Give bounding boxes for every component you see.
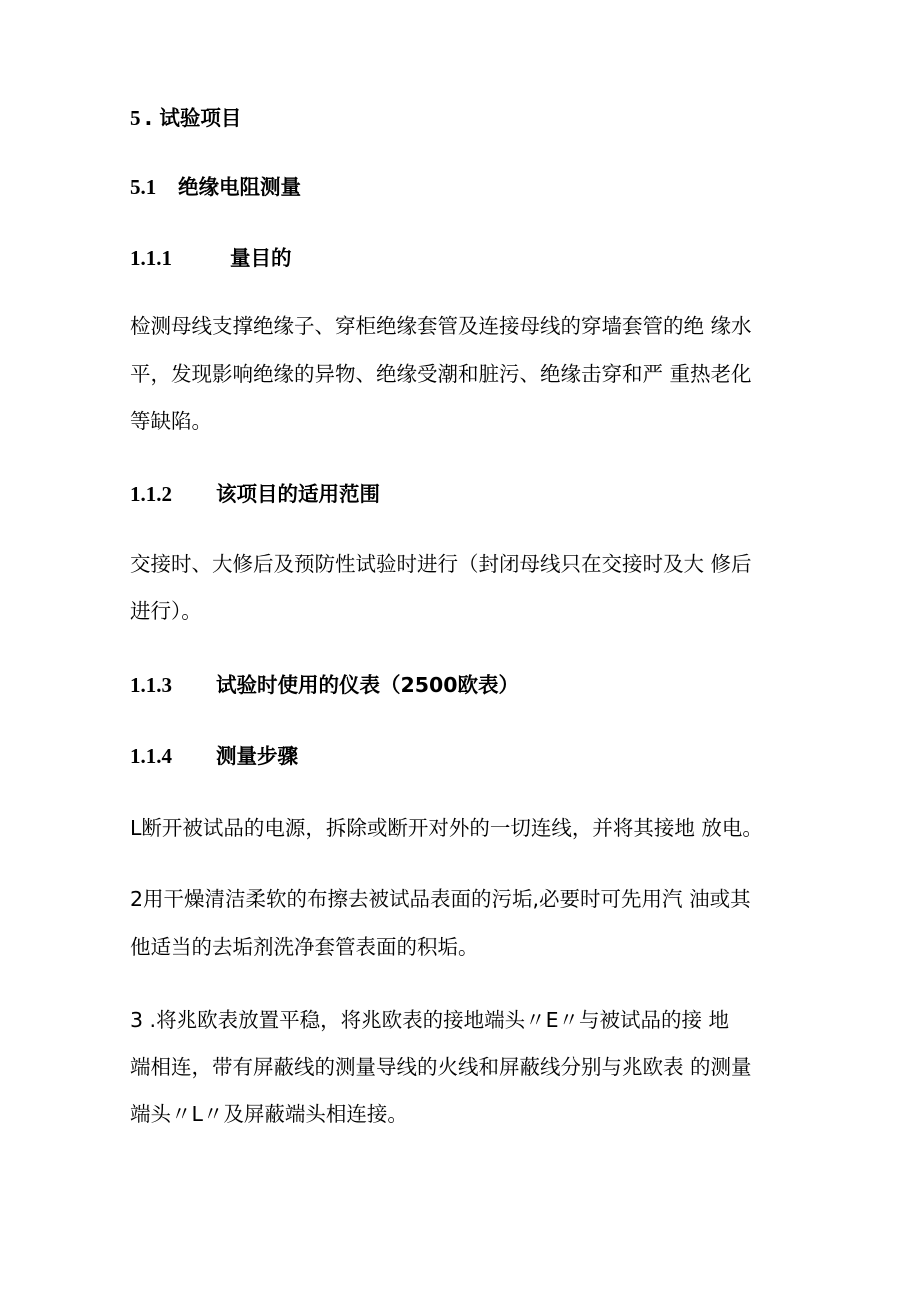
step-line: 端头〃L〃及屏蔽端头相连接。 (130, 1102, 408, 1126)
item-heading (130, 675, 519, 696)
item-heading (130, 248, 292, 269)
item-title: 量目的 (230, 246, 292, 270)
paragraph-line: 等缺陷。 (130, 409, 212, 433)
section-title: . 试验项目 (144, 106, 242, 130)
subsection-title: 绝缘电阻测量 (178, 175, 301, 199)
paragraph-line: 检测母线支撑绝缘子、穿柜绝缘套管及连接母线的穿墙套管的绝 缘水 (130, 314, 752, 338)
paragraph-line: 进行）。 (130, 599, 202, 623)
section-heading (130, 108, 241, 129)
item-number: 1.1.2 (130, 482, 172, 506)
subsection-number: 5.1 (130, 175, 157, 199)
item-number: 1.1.1 (130, 246, 172, 270)
step-line: 端相连，带有屏蔽线的测量导线的火线和屏蔽线分别与兆欧表 的测量 (130, 1055, 752, 1079)
paragraph-line: 平，发现影响绝缘的异物、绝缘受潮和脏污、绝缘击穿和严 重热老化 (130, 362, 752, 386)
item-title: 试验时使用的仪表（2500欧表） (216, 673, 520, 697)
item-heading (130, 746, 298, 767)
item-number: 1.1.4 (130, 744, 172, 768)
step-line: L断开被试品的电源，拆除或断开对外的一切连线，并将其接地 放电。 (130, 816, 763, 840)
section-number: 5 (130, 106, 141, 130)
step-line: 2用干燥清洁柔软的布擦去被试品表面的污垢,必要时可先用汽 油或其 (130, 887, 751, 911)
item-heading (130, 484, 380, 505)
item-number: 1.1.3 (130, 673, 172, 697)
step-line: 3 .将兆欧表放置平稳，将兆欧表的接地端头〃E〃与被试品的接 地 (130, 1008, 730, 1032)
subsection-heading (130, 177, 301, 198)
item-title: 测量步骤 (216, 744, 298, 768)
item-title: 该项目的适用范围 (216, 482, 380, 506)
paragraph-line: 交接时、大修后及预防性试验时进行（封闭母线只在交接时及大 修后 (130, 552, 752, 576)
step-line: 他适当的去垢剂洗净套管表面的积垢。 (130, 935, 479, 959)
